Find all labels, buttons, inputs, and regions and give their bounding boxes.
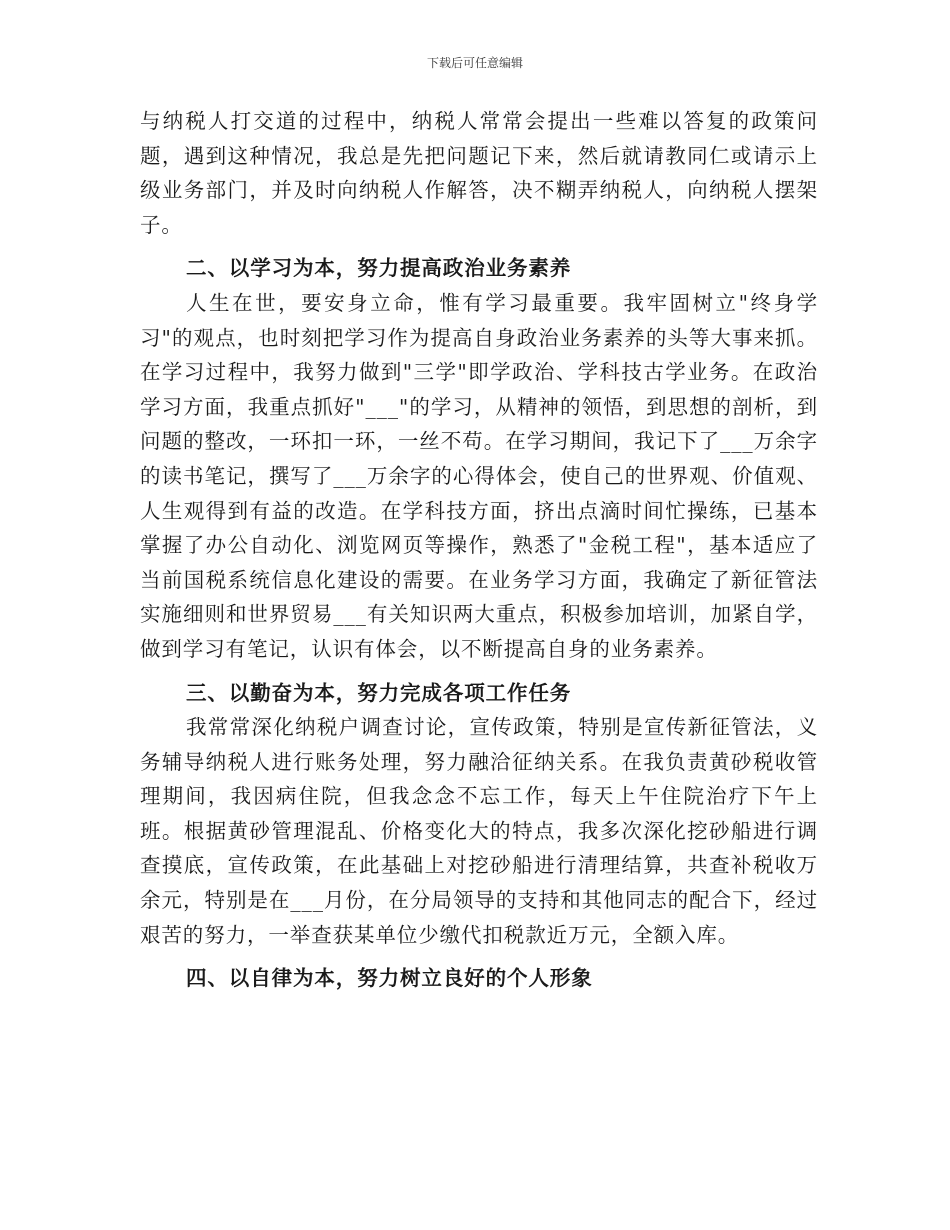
paragraph-3: 我常常深化纳税户调查讨论，宣传政策，特别是宣传新征管法，义务辅导纳税人进行账务处理，努力融洽征纳关系。在我负责黄砂税收管理期间，我因病住院，但我念念不忘工作，每天上午住院治疗下午上班。根据黄砂管理混乱、价格变化大的特点，我多次深化挖砂船进行调查摸底，宣传政策，在此基础上对挖砂船进行清理结算，共查补税收万余元，特别是在___月份，在分局领导的支持和其他同志的配合下，经过艰苦的努力，一举查获某单位少缴代扣税款近万元，全额入库。	[140, 715, 818, 947]
section-heading-4: 四、以自律为本，努力树立良好的个人形象	[186, 966, 593, 991]
paragraph-1: 与纳税人打交道的过程中，纳税人常常会提出一些难以答复的政策问题，遇到这种情况，我总是先把问题记下来，然后就请教同仁或请示上级业务部门，并及时向纳税人作解答，决不糊弄纳税人，向纳税人摆架子。	[140, 109, 818, 237]
section-heading-2: 二、以学习为本，努力提高政治业务素养	[186, 256, 572, 281]
document-body	[140, 104, 818, 996]
paragraph-2: 人生在世，要安身立命，惟有学习最重要。我牢固树立"终身学习"的观点，也时刻把学习作为提高自身政治业务素养的头等大事来抓。在学习过程中，我努力做到"三学"即学政治、学科技古学业务。在政治学习方面，我重点抓好"___"的学习，从精神的领悟，到思想的剖析，到问题的整改，一环扣一环，一丝不苟。在学习期间，我记下了___万余字的读书笔记，撰写了___万余字的心得体会，使自己的世界观、价值观、人生观得到有益的改造。在学科技方面，挤出点滴时间忙操练，已基本掌握了办公自动化、浏览网页等操作，熟悉了"金税工程"，基本适应了当前国税系统信息化建设的需要。在业务学习方面，我确定了新征管法实施细则和世界贸易___有关知识两大重点，积极参加培训，加紧自学，做到学习有笔记，认识有体会，以不断提高自身的业务素养。	[140, 290, 818, 661]
section-heading-3: 三、以勤奋为本，努力完成各项工作任务	[186, 680, 572, 705]
page-header: 下载后可任意编辑	[426, 56, 523, 70]
